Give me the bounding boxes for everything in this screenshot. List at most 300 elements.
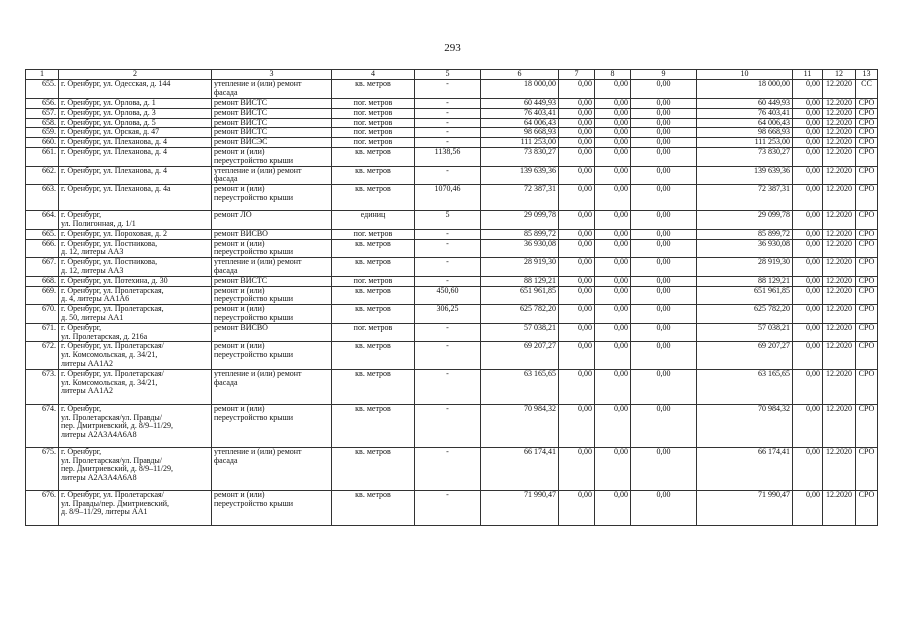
work-type-cell-line: фасада [214, 377, 238, 387]
address-cell-line: литеры АА1А2 [61, 386, 114, 396]
unit-cell: кв. метров [332, 447, 415, 490]
work-type-cell-line: ремонт ВИСТС [214, 127, 268, 137]
work-type-cell-line: ремонт ВИСВО [214, 323, 268, 332]
total-cell: 73 830,27 [697, 147, 793, 166]
address-cell-line: литеры АА1А2 [61, 358, 114, 368]
amount-cell: 0,00 [793, 99, 823, 109]
total-cell: 69 207,27 [697, 342, 793, 369]
row-number-cell: 666. [26, 239, 59, 258]
amount-cell: 0,00 [631, 404, 697, 447]
address-cell-line: г. Оренбург, ул. Орлова, д. 5 [61, 118, 156, 127]
amount-cell: 0,00 [631, 108, 697, 118]
cost-cell: 98 668,93 [481, 128, 559, 138]
work-type-cell-line: фасада [214, 265, 238, 275]
row-number-cell: 662. [26, 166, 59, 185]
amount-cell: 0,00 [595, 185, 631, 211]
amount-cell: 0,00 [559, 80, 595, 99]
total-cell: 651 961,85 [697, 286, 793, 305]
table-row [26, 305, 878, 324]
code-cell: СРО [856, 305, 878, 324]
row-number-cell: 663. [26, 185, 59, 211]
table-row [26, 342, 878, 369]
address-cell-line: д. 4, литеры АА1А6 [61, 294, 130, 304]
amount-cell: 0,00 [559, 447, 595, 490]
amount-cell: 0,00 [559, 166, 595, 185]
cost-cell: 72 387,31 [481, 185, 559, 211]
unit-cell: кв. метров [332, 166, 415, 185]
amount-cell: 0,00 [559, 490, 595, 525]
quantity-cell: - [415, 118, 481, 128]
period-cell: 12.2020 [823, 323, 856, 342]
work-type-cell [212, 404, 332, 447]
period-cell: 12.2020 [823, 229, 856, 239]
period-cell: 12.2020 [823, 138, 856, 148]
amount-cell: 0,00 [793, 323, 823, 342]
amount-cell: 0,00 [793, 490, 823, 525]
amount-cell: 0,00 [631, 276, 697, 286]
column-number-cell: 4 [332, 70, 415, 80]
row-number-cell: 655. [26, 80, 59, 99]
address-cell [59, 147, 212, 166]
amount-cell: 0,00 [631, 323, 697, 342]
quantity-cell: - [415, 258, 481, 277]
work-type-cell-line: переустройство крыши [214, 350, 294, 360]
period-cell: 12.2020 [823, 286, 856, 305]
code-cell: СРО [856, 369, 878, 404]
unit-cell: кв. метров [332, 185, 415, 211]
amount-cell: 0,00 [631, 286, 697, 305]
row-number-cell: 672. [26, 342, 59, 369]
amount-cell: 0,00 [595, 166, 631, 185]
total-cell: 139 639,36 [697, 166, 793, 185]
work-type-cell-line: переустройство крыши [214, 247, 294, 257]
work-type-cell-line: ремонт ВИСВО [214, 229, 268, 238]
work-type-cell-line: фасада [214, 455, 238, 465]
total-cell: 88 129,21 [697, 276, 793, 286]
row-number-cell: 670. [26, 305, 59, 324]
total-cell: 18 000,00 [697, 80, 793, 99]
address-cell-line: г. Оренбург, ул. Потехина, д. 30 [61, 276, 168, 285]
row-number-cell: 676. [26, 490, 59, 525]
amount-cell: 0,00 [793, 185, 823, 211]
quantity-cell: - [415, 166, 481, 185]
work-type-cell [212, 239, 332, 258]
cost-cell: 111 253,00 [481, 138, 559, 148]
amount-cell: 0,00 [793, 138, 823, 148]
column-number-cell: 9 [631, 70, 697, 80]
cost-cell: 66 174,41 [481, 447, 559, 490]
address-cell [59, 369, 212, 404]
code-cell: СРО [856, 258, 878, 277]
amount-cell: 0,00 [559, 185, 595, 211]
quantity-cell: - [415, 276, 481, 286]
row-number-cell: 658. [26, 118, 59, 128]
amount-cell: 0,00 [631, 166, 697, 185]
total-cell: 98 668,93 [697, 128, 793, 138]
unit-cell: кв. метров [332, 286, 415, 305]
row-number-cell: 667. [26, 258, 59, 277]
address-cell-line: д. 50, литеры АА1 [61, 312, 124, 322]
amount-cell: 0,00 [559, 229, 595, 239]
address-cell-line: г. Оренбург, [61, 404, 102, 413]
row-number-cell: 660. [26, 138, 59, 148]
work-type-cell-line: ремонт ВИСТС [214, 118, 268, 127]
unit-cell: пог. метров [332, 128, 415, 138]
code-cell: СРО [856, 138, 878, 148]
code-cell: СРО [856, 447, 878, 490]
cost-cell: 29 099,78 [481, 211, 559, 230]
work-type-cell [212, 128, 332, 138]
amount-cell: 0,00 [793, 239, 823, 258]
total-cell: 29 099,78 [697, 211, 793, 230]
unit-cell: кв. метров [332, 147, 415, 166]
quantity-cell: - [415, 128, 481, 138]
work-type-cell [212, 80, 332, 99]
table-row [26, 404, 878, 447]
amount-cell: 0,00 [631, 229, 697, 239]
unit-cell: пог. метров [332, 108, 415, 118]
period-cell: 12.2020 [823, 276, 856, 286]
work-type-cell-line: ремонт ВИСТС [214, 276, 268, 285]
work-type-cell [212, 276, 332, 286]
code-cell: СРО [856, 108, 878, 118]
period-cell: 12.2020 [823, 108, 856, 118]
amount-cell: 0,00 [595, 258, 631, 277]
table-row [26, 447, 878, 490]
table-row [26, 490, 878, 525]
work-type-cell [212, 305, 332, 324]
amount-cell: 0,00 [559, 138, 595, 148]
address-cell [59, 99, 212, 109]
amount-cell: 0,00 [793, 108, 823, 118]
unit-cell: пог. метров [332, 323, 415, 342]
table-row [26, 80, 878, 99]
period-cell: 12.2020 [823, 185, 856, 211]
amount-cell: 0,00 [793, 229, 823, 239]
address-cell-line: ул. Правды/пер. Дмитриевский, [61, 498, 170, 508]
work-type-cell-line: утепление и (или) ремонт [214, 447, 302, 456]
address-cell-line: г. Оренбург, ул. Пороховая, д. 2 [61, 229, 168, 238]
unit-cell: пог. метров [332, 276, 415, 286]
work-type-cell-line: утепление и (или) ремонт [214, 257, 302, 267]
cost-cell: 64 006,43 [481, 118, 559, 128]
column-number-cell: 7 [559, 70, 595, 80]
work-type-cell-line: фасада [214, 87, 238, 97]
address-cell [59, 108, 212, 118]
cost-cell: 63 165,65 [481, 369, 559, 404]
amount-cell: 0,00 [595, 108, 631, 118]
amount-cell: 0,00 [631, 80, 697, 99]
address-cell [59, 239, 212, 258]
table-row [26, 369, 878, 404]
amount-cell: 0,00 [793, 258, 823, 277]
row-number-cell: 656. [26, 99, 59, 109]
amount-cell: 0,00 [631, 239, 697, 258]
unit-cell: кв. метров [332, 490, 415, 525]
work-type-cell-line: утепление и (или) ремонт [214, 79, 302, 88]
amount-cell: 0,00 [595, 342, 631, 369]
work-type-cell [212, 108, 332, 118]
period-cell: 12.2020 [823, 258, 856, 277]
column-number-cell: 13 [856, 70, 878, 80]
address-cell [59, 185, 212, 211]
quantity-cell: 450,60 [415, 286, 481, 305]
total-cell: 72 387,31 [697, 185, 793, 211]
repair-schedule-table [25, 69, 878, 526]
address-cell-line: литеры А2А3А4А6А8 [61, 473, 137, 483]
amount-cell: 0,00 [559, 239, 595, 258]
work-type-cell-line: переустройство крыши [214, 312, 294, 322]
period-cell: 12.2020 [823, 80, 856, 99]
period-cell: 12.2020 [823, 99, 856, 109]
code-cell: СРО [856, 128, 878, 138]
code-cell: СРО [856, 490, 878, 525]
address-cell-line: г. Оренбург, ул. Одесская, д. 144 [61, 79, 171, 88]
total-cell: 64 006,43 [697, 118, 793, 128]
work-type-cell-line: переустройство крыши [214, 412, 294, 422]
address-cell [59, 404, 212, 447]
quantity-cell: - [415, 229, 481, 239]
period-cell: 12.2020 [823, 404, 856, 447]
address-cell-line: г. Оренбург, ул. Пролетарская/ [61, 369, 164, 378]
address-cell-line: литеры А2А3А4А6А8 [61, 430, 137, 440]
amount-cell: 0,00 [793, 80, 823, 99]
work-type-cell [212, 258, 332, 277]
period-cell: 12.2020 [823, 211, 856, 230]
unit-cell: кв. метров [332, 342, 415, 369]
quantity-cell: 1138,56 [415, 147, 481, 166]
period-cell: 12.2020 [823, 447, 856, 490]
column-number-cell: 2 [59, 70, 212, 80]
total-cell: 70 984,32 [697, 404, 793, 447]
column-number-cell: 12 [823, 70, 856, 80]
code-cell: СРО [856, 166, 878, 185]
cost-cell: 70 984,32 [481, 404, 559, 447]
work-type-cell [212, 185, 332, 211]
work-type-cell-line: ремонт ЛО [214, 210, 252, 220]
amount-cell: 0,00 [559, 286, 595, 305]
quantity-cell: - [415, 490, 481, 525]
table-row [26, 258, 878, 277]
quantity-cell: 5 [415, 211, 481, 230]
address-cell-line: г. Оренбург, [61, 210, 102, 220]
amount-cell: 0,00 [559, 276, 595, 286]
row-number-cell: 665. [26, 229, 59, 239]
address-cell-line: д. 12, литеры АА3 [61, 247, 124, 257]
total-cell: 63 165,65 [697, 369, 793, 404]
total-cell: 36 930,08 [697, 239, 793, 258]
code-cell: СС [856, 80, 878, 99]
address-cell [59, 490, 212, 525]
cost-cell: 73 830,27 [481, 147, 559, 166]
work-type-cell [212, 369, 332, 404]
amount-cell: 0,00 [559, 258, 595, 277]
work-type-cell-line: ремонт и (или) [214, 304, 265, 314]
amount-cell: 0,00 [793, 276, 823, 286]
amount-cell: 0,00 [595, 229, 631, 239]
column-number-cell: 8 [595, 70, 631, 80]
work-type-cell [212, 490, 332, 525]
work-type-cell [212, 447, 332, 490]
total-cell: 85 899,72 [697, 229, 793, 239]
column-number-row [26, 70, 878, 80]
amount-cell: 0,00 [793, 118, 823, 128]
cost-cell: 36 930,08 [481, 239, 559, 258]
cost-cell: 76 403,41 [481, 108, 559, 118]
row-number-cell: 668. [26, 276, 59, 286]
address-cell-line: г. Оренбург, ул. Постникова, [61, 257, 158, 267]
amount-cell: 0,00 [595, 99, 631, 109]
amount-cell: 0,00 [595, 211, 631, 230]
total-cell: 76 403,41 [697, 108, 793, 118]
amount-cell: 0,00 [595, 147, 631, 166]
address-cell-line: г. Оренбург, ул. Орлова, д. 1 [61, 98, 156, 107]
address-cell-line: г. Оренбург, ул. Пролетарская/ [61, 490, 164, 499]
amount-cell: 0,00 [631, 147, 697, 166]
address-cell-line: ул. Комсомольская, д. 34/21, [61, 350, 158, 360]
row-number-cell: 659. [26, 128, 59, 138]
code-cell: СРО [856, 147, 878, 166]
total-cell: 57 038,21 [697, 323, 793, 342]
cost-cell: 28 919,30 [481, 258, 559, 277]
amount-cell: 0,00 [595, 305, 631, 324]
address-cell-line: г. Оренбург, ул. Плеханова, д. 4 [61, 147, 168, 156]
address-cell-line: г. Оренбург, [61, 323, 102, 332]
cost-cell: 625 782,20 [481, 305, 559, 324]
address-cell-line: г. Оренбург, ул. Постникова, [61, 239, 158, 248]
table-row [26, 239, 878, 258]
cost-cell: 71 990,47 [481, 490, 559, 525]
unit-cell: кв. метров [332, 258, 415, 277]
amount-cell: 0,00 [631, 185, 697, 211]
work-type-cell-line: переустройство крыши [214, 192, 294, 202]
address-cell [59, 305, 212, 324]
work-type-cell-line: ремонт и (или) [214, 341, 265, 351]
work-type-cell [212, 342, 332, 369]
amount-cell: 0,00 [595, 138, 631, 148]
table-row [26, 185, 878, 211]
amount-cell: 0,00 [595, 118, 631, 128]
code-cell: СРО [856, 99, 878, 109]
address-cell [59, 138, 212, 148]
column-number-cell: 3 [212, 70, 332, 80]
cost-cell: 18 000,00 [481, 80, 559, 99]
amount-cell: 0,00 [595, 239, 631, 258]
code-cell: СРО [856, 286, 878, 305]
table-row [26, 286, 878, 305]
unit-cell: пог. метров [332, 229, 415, 239]
code-cell: СРО [856, 276, 878, 286]
amount-cell: 0,00 [559, 118, 595, 128]
cost-cell: 88 129,21 [481, 276, 559, 286]
quantity-cell: 306,25 [415, 305, 481, 324]
period-cell: 12.2020 [823, 369, 856, 404]
amount-cell: 0,00 [559, 404, 595, 447]
total-cell: 28 919,30 [697, 258, 793, 277]
cost-cell: 651 961,85 [481, 286, 559, 305]
code-cell: СРО [856, 211, 878, 230]
address-cell-line: г. Оренбург, ул. Плеханова, д. 4а [61, 184, 171, 194]
address-cell-line: д. 8/9–11/29, литеры АА1 [61, 507, 148, 517]
quantity-cell: - [415, 138, 481, 148]
period-cell: 12.2020 [823, 239, 856, 258]
work-type-cell-line: утепление и (или) ремонт [214, 166, 302, 175]
address-cell-line: г. Оренбург, [61, 447, 102, 456]
work-type-cell [212, 166, 332, 185]
work-type-cell-line: переустройство крыши [214, 155, 294, 165]
amount-cell: 0,00 [793, 147, 823, 166]
address-cell-line: пер. Дмитриевский, д. 8/9–11/29, [61, 464, 174, 474]
amount-cell: 0,00 [559, 108, 595, 118]
column-number-cell: 10 [697, 70, 793, 80]
code-cell: СРО [856, 323, 878, 342]
work-type-cell [212, 118, 332, 128]
address-cell-line: г. Оренбург, ул. Плеханова, д. 4 [61, 137, 168, 147]
work-type-cell-line: ремонт и (или) [214, 184, 265, 194]
work-type-cell-line: ремонт и (или) [214, 286, 265, 295]
amount-cell: 0,00 [595, 490, 631, 525]
amount-cell: 0,00 [793, 305, 823, 324]
quantity-cell: 1070,46 [415, 185, 481, 211]
unit-cell: пог. метров [332, 118, 415, 128]
address-cell-line: ул. Комсомольская, д. 34/21, [61, 377, 158, 387]
amount-cell: 0,00 [793, 404, 823, 447]
quantity-cell: - [415, 447, 481, 490]
total-cell: 60 449,93 [697, 99, 793, 109]
total-cell: 111 253,00 [697, 138, 793, 148]
quantity-cell: - [415, 239, 481, 258]
quantity-cell: - [415, 108, 481, 118]
address-cell [59, 229, 212, 239]
work-type-cell-line: переустройство крыши [214, 294, 294, 304]
amount-cell: 0,00 [793, 166, 823, 185]
amount-cell: 0,00 [631, 342, 697, 369]
amount-cell: 0,00 [793, 369, 823, 404]
amount-cell: 0,00 [559, 211, 595, 230]
total-cell: 66 174,41 [697, 447, 793, 490]
amount-cell: 0,00 [631, 118, 697, 128]
address-cell [59, 211, 212, 230]
row-number-cell: 671. [26, 323, 59, 342]
table-row [26, 138, 878, 148]
address-cell-line: пер. Дмитриевский, д. 8/9–11/29, [61, 421, 174, 431]
cost-cell: 139 639,36 [481, 166, 559, 185]
row-number-cell: 673. [26, 369, 59, 404]
quantity-cell: - [415, 80, 481, 99]
amount-cell: 0,00 [793, 211, 823, 230]
quantity-cell: - [415, 369, 481, 404]
work-type-cell [212, 286, 332, 305]
address-cell-line: г. Оренбург, ул. Орлова, д. 3 [61, 108, 156, 117]
amount-cell: 0,00 [631, 490, 697, 525]
row-number-cell: 664. [26, 211, 59, 230]
work-type-cell-line: ремонт ВИСЭС [214, 137, 268, 147]
work-type-cell-line: ремонт ВИСТС [214, 108, 268, 117]
address-cell [59, 276, 212, 286]
amount-cell: 0,00 [559, 342, 595, 369]
code-cell: СРО [856, 118, 878, 128]
cost-cell: 85 899,72 [481, 229, 559, 239]
amount-cell: 0,00 [793, 286, 823, 305]
cost-cell: 69 207,27 [481, 342, 559, 369]
work-type-cell [212, 99, 332, 109]
work-type-cell [212, 147, 332, 166]
code-cell: СРО [856, 229, 878, 239]
total-cell: 625 782,20 [697, 305, 793, 324]
amount-cell: 0,00 [595, 369, 631, 404]
row-number-cell: 661. [26, 147, 59, 166]
amount-cell: 0,00 [793, 447, 823, 490]
